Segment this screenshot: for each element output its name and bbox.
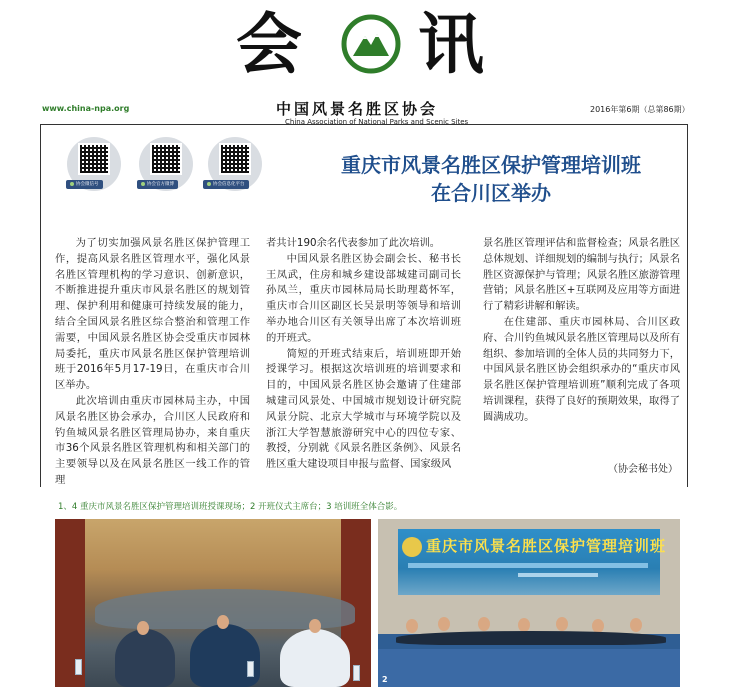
person-head (438, 617, 450, 631)
seated-officials (396, 631, 666, 645)
article-column-2 (266, 236, 461, 473)
masthead-char-left: 会 (236, 5, 302, 83)
site-url[interactable]: www.china-npa.org (42, 104, 130, 113)
photo-classroom (55, 519, 371, 687)
paragraph: 中国风景名胜区协会副会长、秘书长王凤武，住房和城乡建设部城建司副司长孙凤兰，重庆市园林局局长助理葛怀军，重庆市合川区副区长吴景明等领导和培训举办地合川区有关领导出席了本次培训班的开班式。 (266, 252, 461, 344)
article-title-line1: 重庆市风景名胜区保护管理培训班 (341, 153, 641, 177)
banner-logo-icon (402, 537, 422, 557)
table-cloth (378, 649, 680, 687)
water-bottle (353, 665, 360, 681)
qr-code-icon (221, 145, 249, 173)
person-head (518, 618, 530, 632)
article-column-1 (55, 236, 250, 489)
paragraph: 此次培训由重庆市园林局主办，中国风景名胜区协会承办，合川区人民政府和钓鱼城风景名胜区管理局协办，来自重庆市36个风景名胜区管理机构和相关部门的主要领导以及在风景名胜区一线工作的管理 (55, 394, 250, 486)
organization-name-cn: 中国风景名胜区协会 (276, 100, 439, 118)
qr-label-wechat: 协会微信号 (66, 180, 103, 189)
qr-code-icon (80, 145, 108, 173)
photo-presidium (378, 519, 680, 687)
person-head (478, 617, 490, 631)
article-signature: （协会秘书处） (608, 464, 678, 475)
person-head (630, 618, 642, 632)
qr-label-weibo: 协会官方微博 (137, 180, 178, 189)
article-title-line2: 在合川区举办 (431, 181, 551, 205)
person (280, 629, 350, 687)
masthead (0, 0, 743, 98)
paragraph: 者共计190余名代表参加了此次培训。 (266, 237, 441, 249)
water-bottle (75, 659, 82, 675)
person-head (556, 617, 568, 631)
person (190, 624, 260, 687)
paragraph: 景名胜区管理评估和监督检查；风景名胜区总体规划、详细规划的编制与执行；风景名胜区资源保护与管理；风景名胜区旅游管理营销；风景名胜区+互联网及应用等方面进行了精彩讲解和解读。 (483, 237, 680, 313)
person-head (137, 621, 149, 635)
banner-title: 重庆市风景名胜区保护管理培训班 (426, 537, 667, 555)
paragraph: 在住建部、重庆市园林局、合川区政府、合川钓鱼城风景名胜区管理局以及所有组织、参加培训的全体人员的共同努力下，中国风景名胜区协会组织承办的“重庆市风景名胜区保护管理培训班”顺利完成了各项培训课程，获得了良好的预期效果，取得了圆满成功。 (483, 315, 680, 423)
qr-code-icon (152, 145, 180, 173)
water-bottle (247, 661, 254, 677)
person-head (406, 619, 418, 633)
issue-number: 2016年第6期（总第86期） (590, 105, 690, 114)
photo-number: 2 (382, 675, 388, 684)
person-head (309, 619, 321, 633)
masthead-char-right: 讯 (418, 5, 484, 83)
paragraph: 为了切实加强风景名胜区保护管理工作，提高风景名胜区管理水平，强化风景名胜区管理机构的学习意识、创新意识，不断推进提升重庆市风景名胜区的规划管理、保护利用和健康可持续发展的能力，结合全国风景名胜区综合整治和管理工作需要，中国风景名胜区协会受重庆市园林局委托，重庆市风景名胜区保护管理培训班于2016年5月17-19日，在重庆市合川区举办。 (55, 237, 250, 392)
banner-subtitle (408, 563, 648, 568)
association-logo-icon (341, 14, 401, 74)
photo-caption: 1、4 重庆市风景名胜区保护管理培训班授课现场；2 开班仪式主席台；3 培训班全体合影。 (58, 502, 403, 512)
stage-banner (398, 529, 667, 595)
organization-name-en: China Association of National Parks and Scenic Sites (285, 118, 469, 126)
article-column-3 (483, 236, 680, 426)
qr-label-platform: 协会信息化平台 (203, 180, 249, 189)
person (115, 629, 175, 687)
banner-date (518, 573, 598, 577)
person-head (217, 615, 229, 629)
paragraph: 简短的开班式结束后，培训班即开始授课学习。根据这次培训班的培训要求和目的，中国风景名胜区协会邀请了住建部城建司风景处、中国城市规划设计研究院风景分院、北京大学城市与环境学院以及浙江大学智慧旅游研究中心的四位专家、教授，分别就《风景名胜区条例》、风景名胜区重大建设项目申报与监督、国家级风 (266, 347, 461, 471)
